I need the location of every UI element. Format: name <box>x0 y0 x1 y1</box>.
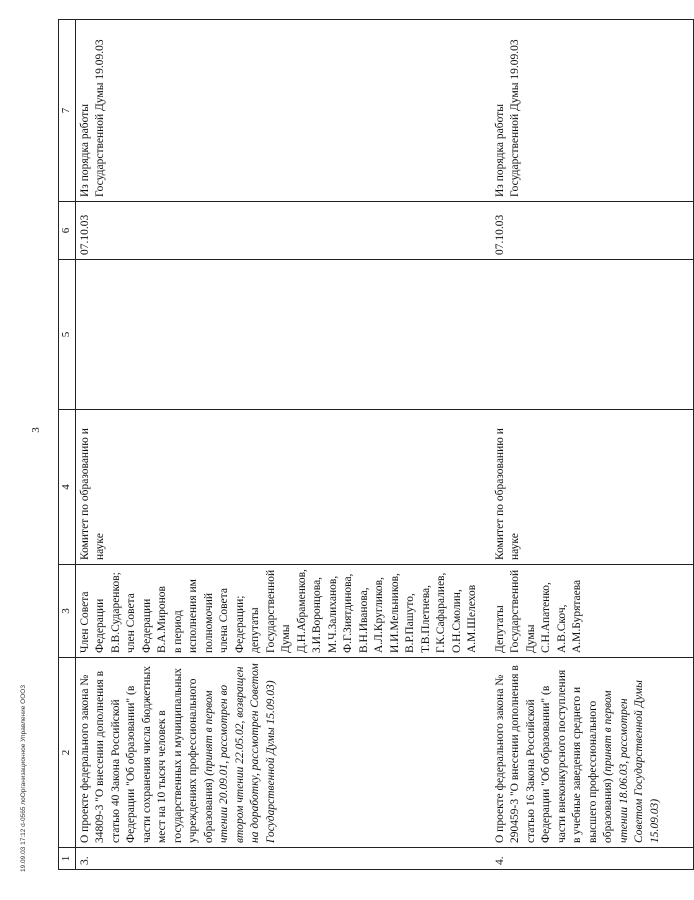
source-cell: Из порядка работы Государственной Думы 19.09.03 <box>75 20 481 202</box>
initiator-line: Г.К.Сафаралиев, <box>435 572 447 653</box>
initiators-cell <box>491 565 664 658</box>
table-row <box>75 20 481 870</box>
initiator-line: Государственной <box>509 569 521 653</box>
date-cell: 07.10.03 <box>75 202 481 260</box>
initiator-line: Государственной <box>264 569 277 653</box>
initiator-line: С.Н.Апатенко, <box>540 582 552 653</box>
bill-title: О проекте федерального закона № 34809-3 "О внесении дополнения в статью 40 Закона Российской Федерации "Об образовании" (в части сохранения числа бюджетных мест на 10 тысяч человек в государственных и муниципальных учреждениях профессионального образования) <box>78 666 215 843</box>
initiator-line: М.Ч.Залиханов, <box>326 575 339 653</box>
col-header-7: 7 <box>59 20 76 202</box>
initiator-line: Федерации <box>140 598 153 653</box>
table-row <box>491 20 664 870</box>
initiator-line: члена Совета <box>218 588 230 653</box>
date-cell: 07.10.03 <box>491 202 664 260</box>
col-header-6: 6 <box>59 202 76 260</box>
initiator-line: Федерации <box>94 598 106 653</box>
initiator-line: З.И.Воронцова, <box>311 576 323 653</box>
initiator-line: Член Совета <box>78 591 91 653</box>
row-number: 3. <box>75 848 481 870</box>
initiator-line: В.А.Миронов <box>156 586 168 653</box>
bill-note: (принят в первом чтении 18.06.03, рассмотрен Советом Государственной Думы 15.09.03) <box>602 680 661 843</box>
agenda-table <box>58 19 694 870</box>
initiator-line: полномочий <box>202 593 215 653</box>
col5-cell <box>75 260 481 410</box>
col-header-3: 3 <box>59 565 76 658</box>
header-row <box>59 20 76 870</box>
print-footer: 19.09.03 17:12 d-0565 лоОрганизационное Управление ООО3 <box>20 685 27 872</box>
initiator-line: Т.В.Плетнева, <box>419 585 432 653</box>
initiator-line: Думы <box>524 624 537 653</box>
initiator-line: член Совета <box>125 593 137 653</box>
initiator-line: исполнения им <box>187 579 199 653</box>
bill-cell <box>75 658 481 848</box>
col-header-5: 5 <box>59 260 76 410</box>
initiator-line: И.И.Мельников, <box>388 573 401 653</box>
bill-cell <box>491 658 664 848</box>
initiator-line: Федерации; <box>233 595 246 653</box>
initiators-cell <box>75 565 481 658</box>
initiator-line: А.М.Шелехов <box>466 584 478 653</box>
initiator-line: В.Н.Иванова, <box>357 587 370 653</box>
row-spacer <box>481 20 491 870</box>
initiator-line: А.В.Скоч, <box>555 604 568 653</box>
initiator-line: депутаты <box>249 607 261 653</box>
page-number: 3 <box>30 427 42 433</box>
col-header-1: 1 <box>59 848 76 870</box>
initiator-line: Думы <box>280 624 292 653</box>
source-cell: Из порядка работы Государственной Думы 19.09.03 <box>491 20 664 202</box>
bill-title: О проекте федерального закона № 290459-3 "О внесении дополнения в статью 16 Закона Российской Федерации "Об образовании" (в части внеконкурсного поступления в учебные заведения среднего и высшего профессионального образования) <box>493 665 614 843</box>
initiator-line: Д.Н.Абраменков, <box>295 569 308 653</box>
initiator-line: Ф.Г.Зиятдинова, <box>342 573 354 653</box>
col-header-4: 4 <box>59 410 76 565</box>
initiator-line: А.М.Бурятаева <box>571 579 583 653</box>
committee-cell: Комитет по образованию и науке <box>491 410 664 565</box>
rotated-page <box>30 20 661 880</box>
col-header-2: 2 <box>59 658 76 848</box>
initiator-line: в период <box>171 610 184 653</box>
bill-note: (принят в первом чтении 20.09.01, рассмотрен во втором чтении 22.05.02, возвращен на доработку, рассмотрен Советом Государственной Думы 15.09.03) <box>202 663 277 843</box>
initiator-line: В.Р.Пашуто, <box>404 593 416 653</box>
row-number: 4. <box>491 848 664 870</box>
initiator-line: А.Л.Кругликов, <box>373 577 385 653</box>
initiator-line: О.Н.Смолин, <box>450 589 463 653</box>
initiator-line: Депутаты <box>493 605 506 653</box>
col5-cell <box>491 260 664 410</box>
committee-cell: Комитет по образованию и науке <box>75 410 481 565</box>
table-bottom-spacer <box>663 20 694 870</box>
initiator-line: В.В.Сударенков; <box>109 572 122 653</box>
